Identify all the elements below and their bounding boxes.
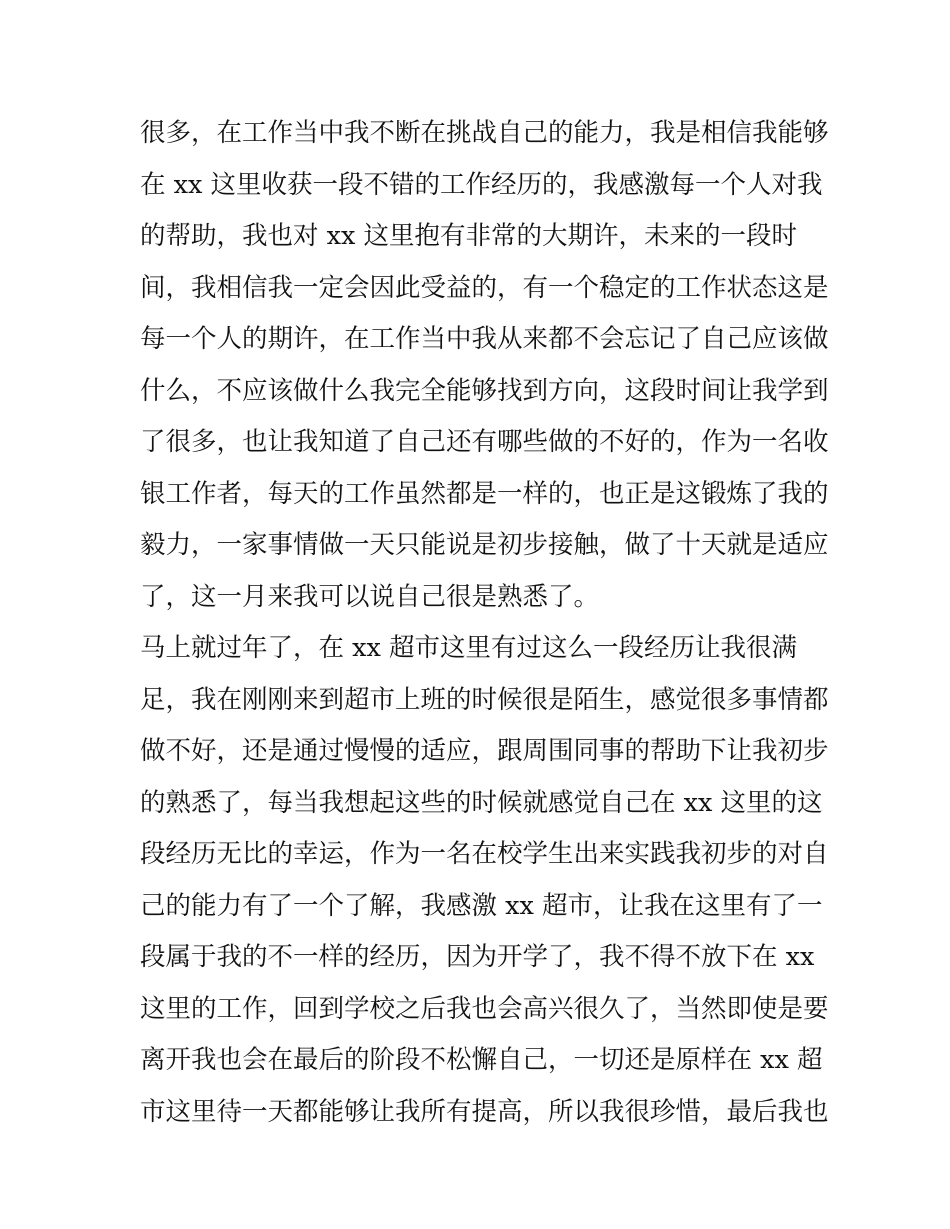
text-line: 市这里待一天都能够让我所有提高，所以我很珍惜，最后我也: [140, 1096, 829, 1127]
text-line: 己的能力有了一个了解，我感激 xx 超市，让我在这里有了一: [140, 890, 823, 921]
text-line: 足，我在刚刚来到超市上班的时候很是陌生，感觉很多事情都: [140, 684, 829, 715]
text-line: 的帮助，我也对 xx 这里抱有非常的大期许，未来的一段时: [140, 221, 797, 251]
text-line: 这里的工作，回到学校之后我也会高兴很久了，当然即使是要: [140, 993, 829, 1024]
text-line: 做不好，还是通过慢慢的适应，跟周围同事的帮助下让我初步: [140, 736, 829, 766]
text-line: 段经历无比的幸运，作为一名在校学生出来实践我初步的对自: [140, 839, 829, 869]
text-line: 什么，不应该做什么我完全能够找到方向，这段时间让我学到: [140, 375, 829, 406]
text-line: 银工作者，每天的工作虽然都是一样的，也正是这锻炼了我的: [140, 478, 829, 509]
text-line: 了，这一月来我可以说自己很是熟悉了。: [140, 581, 600, 612]
text-line: 间，我相信我一定会因此受益的，有一个稳定的工作状态这是: [140, 272, 829, 303]
text-line: 马上就过年了，在 xx 超市这里有过这么一段经历让我很满: [140, 633, 797, 663]
text-line: 离开我也会在最后的阶段不松懈自己，一切还是原样在 xx 超: [140, 1045, 823, 1075]
text-line: 在 xx 这里收获一段不错的工作经历的，我感激每一个人对我: [140, 169, 823, 200]
text-line: 每一个人的期许，在工作当中我从来都不会忘记了自己应该做: [140, 324, 829, 354]
text-line: 的熟悉了，每当我想起这些的时候就感觉自己在 xx 这里的这: [140, 787, 823, 818]
text-line: 了很多，也让我知道了自己还有哪些做的不好的，作为一名收: [140, 427, 829, 457]
text-line: 段属于我的不一样的经历，因为开学了，我不得不放下在 xx: [140, 942, 815, 972]
text-line: 毅力，一家事情做一天只能说是初步接触，做了十天就是适应: [140, 530, 829, 560]
text-line: 很多，在工作当中我不断在挑战自己的能力，我是相信我能够: [140, 118, 829, 148]
document-body-text: [140, 108, 830, 1138]
